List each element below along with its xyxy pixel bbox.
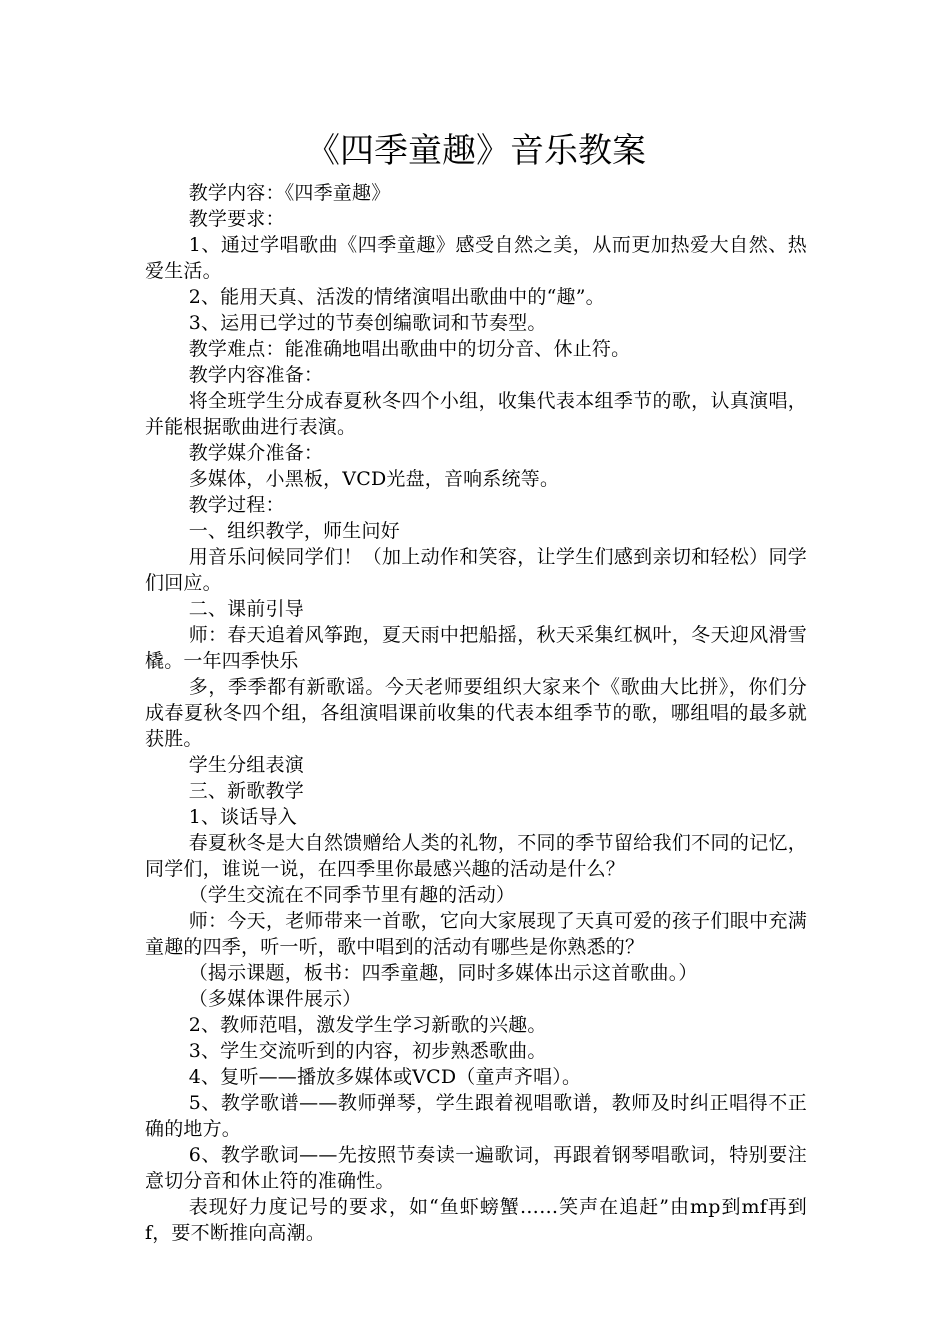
paragraph: 1、通过学唱歌曲《四季童趣》感受自然之美，从而更加热爱大自然、热爱生活。	[145, 234, 807, 282]
paragraph: 多，季季都有新歌谣。今天老师要组织大家来个《歌曲大比拼》，你们分成春夏秋冬四个组，各组演唱课前收集的代表本组季节的歌，哪组唱的最多就获胜。	[145, 676, 807, 750]
paragraph: （多媒体课件展示）	[188, 988, 362, 1010]
paragraph: （揭示课题，板书：四季童趣，同时多媒体出示这首歌曲。）	[188, 962, 698, 984]
paragraph: 三、新歌教学	[188, 780, 304, 802]
paragraph: 教学要求：	[188, 208, 285, 230]
paragraph: 教学难点：能准确地唱出歌曲中的切分音、休止符。	[188, 338, 631, 360]
paragraph: 4、复听——播放多媒体或VCD（童声齐唱）。	[188, 1066, 582, 1088]
paragraph: 3、学生交流听到的内容，初步熟悉歌曲。	[188, 1040, 547, 1062]
paragraph: 教学媒介准备：	[188, 442, 324, 464]
paragraph: 师：今天，老师带来一首歌，它向大家展现了天真可爱的孩子们眼中充满童趣的四季，听一听，歌中唱到的活动有哪些是你熟悉的？	[145, 910, 807, 958]
document-page	[145, 128, 807, 1246]
paragraph: 将全班学生分成春夏秋冬四个小组，收集代表本组季节的歌，认真演唱，并能根据歌曲进行表演。	[145, 390, 807, 438]
paragraph: 2、教师范唱，激发学生学习新歌的兴趣。	[188, 1014, 547, 1036]
paragraph: 师：春天追着风筝跑，夏天雨中把船摇，秋天采集红枫叶，冬天迎风滑雪橇。一年四季快乐	[145, 624, 807, 672]
paragraph: 1、谈话导入	[188, 806, 297, 828]
paragraph: 教学过程：	[188, 494, 285, 516]
paragraph: 用音乐问候同学们！（加上动作和笑容，让学生们感到亲切和轻松）同学们回应。	[145, 546, 807, 594]
paragraph: 多媒体，小黑板，VCD光盘，音响系统等。	[188, 468, 560, 490]
document-title: 《四季童趣》音乐教案	[306, 131, 646, 171]
paragraph: （学生交流在不同季节里有趣的活动）	[188, 884, 516, 906]
paragraph: 教学内容：《四季童趣》	[188, 182, 391, 204]
paragraph: 2、能用天真、活泼的情绪演唱出歌曲中的“趣”。	[188, 286, 605, 308]
paragraph: 教学内容准备：	[188, 364, 324, 386]
paragraph: 学生分组表演	[188, 754, 304, 776]
document-body	[145, 180, 807, 1246]
paragraph: 5、教学歌谱——教师弹琴，学生跟着视唱歌谱，教师及时纠正唱得不正确的地方。	[145, 1092, 807, 1140]
paragraph: 一、组织教学，师生问好	[188, 520, 400, 542]
paragraph: 3、运用已学过的节奏创编歌词和节奏型。	[188, 312, 547, 334]
paragraph: 表现好力度记号的要求，如“鱼虾螃蟹……笑声在追赶”由mp到mf再到f，要不断推向高潮。	[145, 1196, 807, 1244]
paragraph: 6、教学歌词——先按照节奏读一遍歌词，再跟着钢琴唱歌词，特别要注意切分音和休止符的准确性。	[145, 1144, 807, 1192]
paragraph: 春夏秋冬是大自然馈赠给人类的礼物，不同的季节留给我们不同的记忆，同学们，谁说一说，在四季里你最感兴趣的活动是什么？	[145, 832, 807, 880]
paragraph: 二、课前引导	[188, 598, 304, 620]
